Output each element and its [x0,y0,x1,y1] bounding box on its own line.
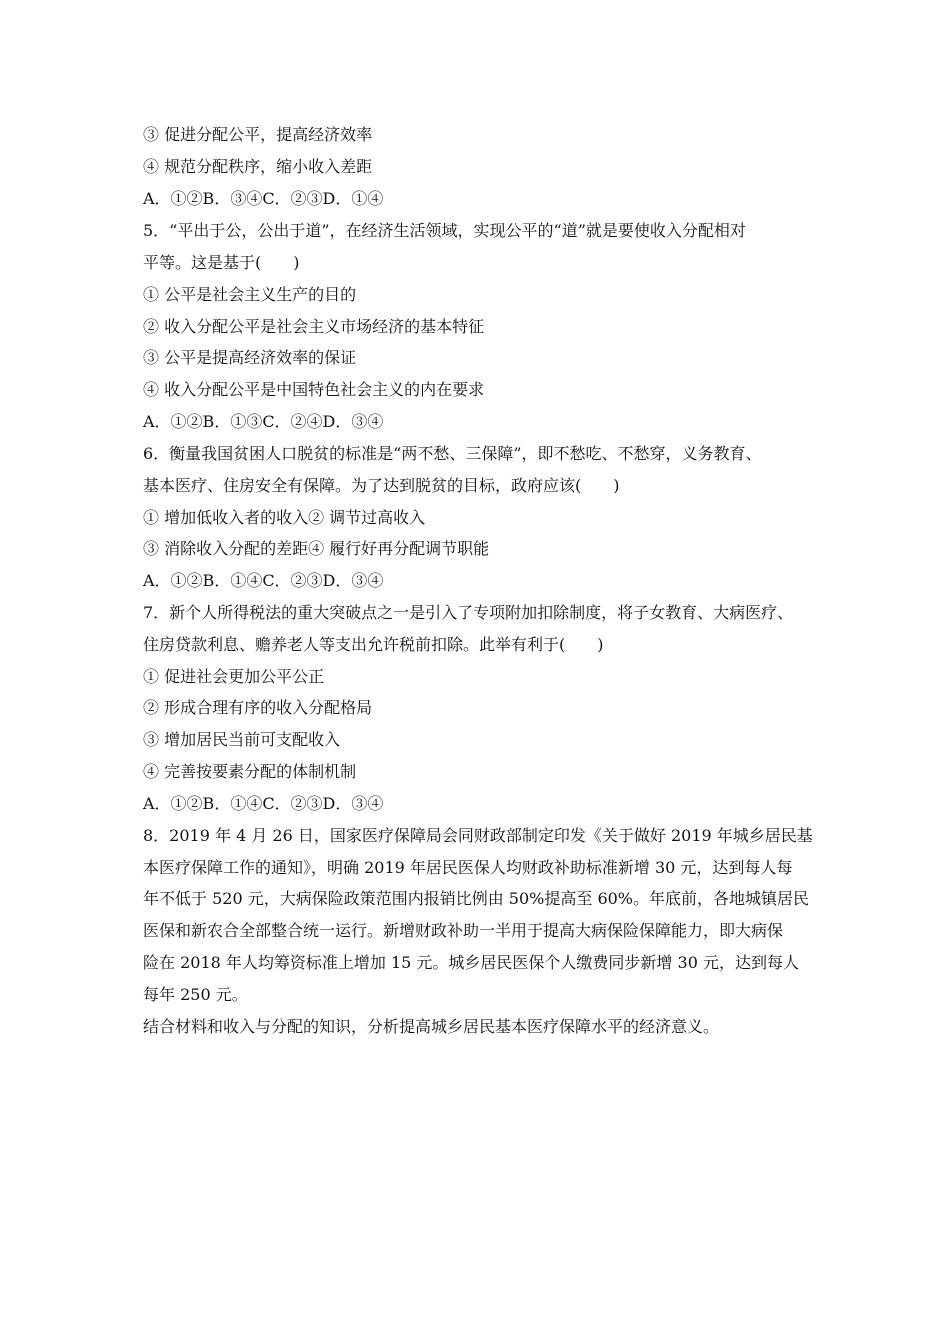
question-8-material-line-1: 8．2019 年 4 月 26 日，国家医疗保障局会同财政部制定印发《关于做好 2019 年城乡居民基 [143,826,813,845]
question-7-stem-cont: 住房贷款利息、赡养老人等支出允许税前扣除。此举有利于( ) [143,635,604,654]
option-4-q4: ④ 规范分配秩序，缩小收入差距 [143,157,373,176]
option-2-q5: ② 收入分配公平是社会主义市场经济的基本特征 [143,317,485,336]
option-1-q7: ① 促进社会更加公平公正 [143,667,325,686]
question-8-material-line-6: 每年 250 元。 [143,985,248,1004]
option-2-q7: ② 形成合理有序的收入分配格局 [143,698,373,717]
answer-choices-q6: A．①②B．①④C．②③D．③④ [143,571,384,590]
question-8-material-line-5: 险在 2018 年人均筹资标准上增加 15 元。城乡居民医保个人缴费同步新增 30 元，达到每人 [143,953,799,972]
options-3-4-q6: ③ 消除收入分配的差距④ 履行好再分配调节职能 [143,539,490,558]
question-8-material-line-3: 年不低于 520 元，大病保险政策范围内报销比例由 50%提高至 60%。年底前，各地城镇居民 [143,889,810,908]
answer-choices-q5: A．①②B．①③C．②④D．③④ [143,412,384,431]
option-3-q5: ③ 公平是提高经济效率的保证 [143,348,357,367]
option-1-q5: ① 公平是社会主义生产的目的 [143,285,357,304]
option-4-q5: ④ 收入分配公平是中国特色社会主义的内在要求 [143,380,485,399]
question-6-stem: 6．衡量我国贫困人口脱贫的标准是“两不愁、三保障”，即不愁吃、不愁穿，义务教育、 [143,444,762,463]
option-3-q7: ③ 增加居民当前可支配收入 [143,730,341,749]
answer-choices-q7: A．①②B．①④C．②③D．③④ [143,794,384,813]
question-7-stem: 7．新个人所得税法的重大突破点之一是引入了专项附加扣除制度，将子女教育、大病医疗、 [143,603,794,622]
options-1-2-q6: ① 增加低收入者的收入② 调节过高收入 [143,508,426,527]
answer-choices-q4: A．①②B．③④C．②③D．①④ [143,189,384,208]
question-8-material-line-4: 医保和新农合全部整合统一运行。新增财政补助一半用于提高大病保险保障能力，即大病保 [143,921,784,940]
question-5-stem-cont: 平等。这是基于( ) [143,253,300,272]
option-4-q7: ④ 完善按要素分配的体制机制 [143,762,357,781]
option-3-q4: ③ 促进分配公平，提高经济效率 [143,125,373,144]
question-8-material-line-2: 本医疗保障工作的通知》，明确 2019 年居民医保人均财政补助标准新增 30 元，达到每人每 [143,858,793,877]
question-6-stem-cont: 基本医疗、住房安全有保障。为了达到脱贫的目标，政府应该( ) [143,476,620,495]
question-8-prompt: 结合材料和收入与分配的知识，分析提高城乡居民基本医疗保障水平的经济意义。 [143,1017,720,1036]
question-5-stem: 5．“平出于公，公出于道”，在经济生活领域，实现公平的“道”就是要使收入分配相对 [143,221,746,240]
